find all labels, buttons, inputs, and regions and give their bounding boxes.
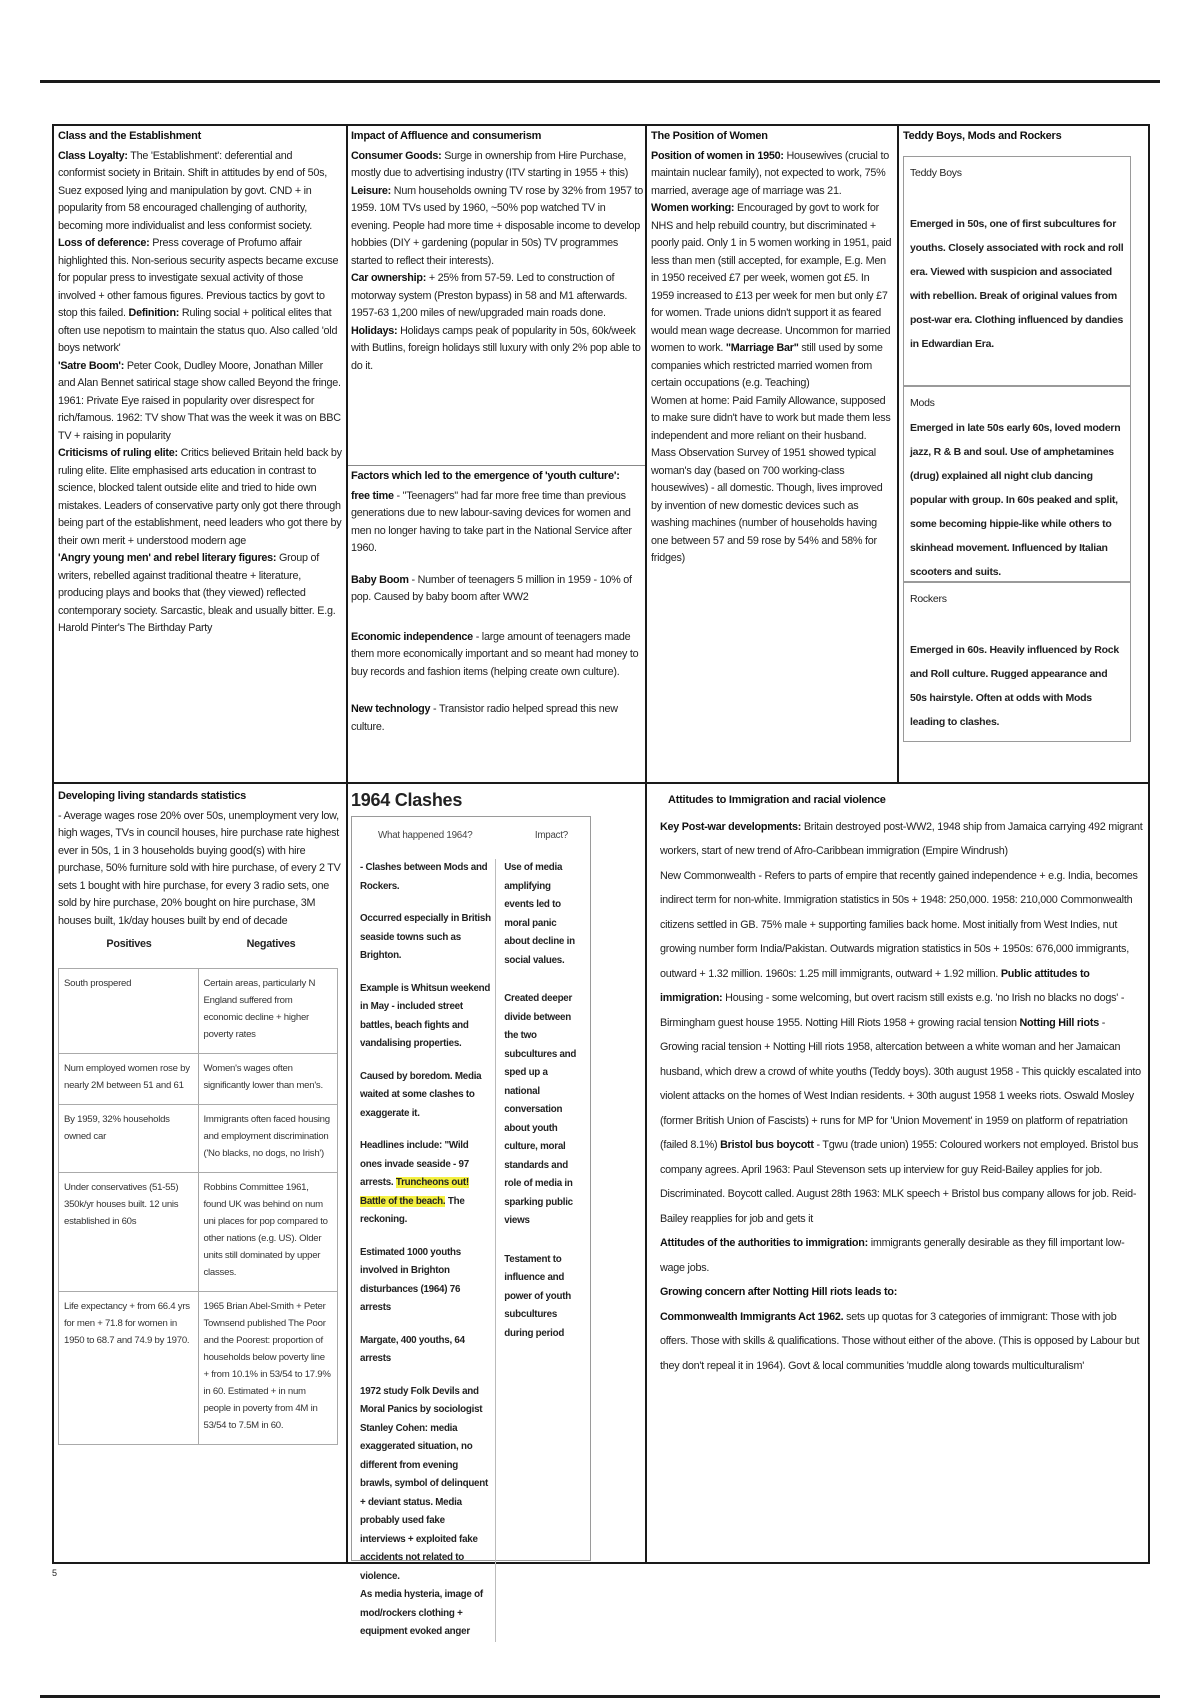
what-header: What happened 1964? — [378, 829, 473, 841]
immigration-section — [660, 788, 1144, 1560]
positives-header: Positives — [106, 938, 152, 950]
what-entry: 1972 study Folk Devils and Moral Panics by sociologist Stanley Cohen: media exaggerated situation, no different from evening brawls, symbol of delinquent + deviant status. Media probably used fake interviews + exploited fake accidents not related to violence. — [360, 1385, 488, 1582]
table-row — [59, 1291, 338, 1444]
paragraph: New Commonwealth - Refers to parts of empire that recently gained independence + e.g. India, becomes indirect term for non-white. Immigration statistics in 50s + 1948: 250,000. 1958: 210,000 Commonwealth citizens settled in GB. 75% male + supporting families back home. Most initially from West Indies, nut growing number form India/Pakistan. Outwards migration statistics in 50s + 1950s: 676,000 immigrants, outward + 1.32 million. 1960s: 1.25 mill immigrants, outward + 1.92 million. Public attitudes to immigration: Housing - some welcoming, but overt racism still exists e.g. 'no Irish no blacks no dogs' - Birmingham guest house 1955. Notting Hill Riots 1958 + growing racial tension Notting Hill riots - Growing racial tension + Notting Hill riots 1958, altercation between a white woman and her Jamaican husband, which drew a crowd of white youths (Teddy boys). 30th august 1958 - This quickly escalated into violent attacks on the homes of West Indian residents. + 30th august 1958 1 weeks riots. Oswald Mosley (former British Union of Fascists) + runs for MP for 'Union Movement' in 1959 on platform of repatriation (failed 8.1%) Bristol bus boycott - Tgwu (trade union) 1955: Coloured workers not employed. Bristol bus company agrees. April 1963: Paul Stevenson sets up interview for guy Reid-Bailey applies for job. Discriminated. Boycott called. August 28th 1963: MLK speech + Bristol bus company allows for job. Reid-Bailey reapplies for job and gets it — [660, 869, 1141, 1225]
affluence-youth-divider — [348, 465, 645, 466]
negative-cell: Immigrants often faced housing and employment discrimination ('No blacks, no dogs, no Irish') — [198, 1104, 338, 1172]
paragraph: Economic independence - large amount of teenagers made them more economically important and so meant had money to buy records and fashion items (helping create own culture). — [351, 630, 639, 678]
what-entry: Occurred especially in British seaside towns such as Brighton. — [360, 913, 491, 961]
women-section — [651, 128, 893, 780]
affluence-section — [351, 128, 643, 464]
page-number: 5 — [52, 1568, 58, 1578]
paragraph: Class Loyalty: The 'Establishment': deferential and conformist society in Britain. Shift in attitudes by end of 50s, Suez exposed lying and manipulation by govt. CND + in popularity from 58 encouraged challenging of authority, becoming more individualist and less conformist society. — [58, 149, 328, 232]
impact-entry: Created deeper divide between the two subcultures and sped up a national conversation about youth culture, moral standards and role of media in sparking public views — [504, 993, 577, 1226]
youth-culture-section — [351, 468, 643, 780]
what-entry: Example is Whitsun weekend in May - included street battles, beach fights and vandalising properties. — [360, 982, 491, 1049]
clashes-table — [351, 816, 591, 1637]
paragraph: free time - "Teenagers" had far more free time than previous generations due to new labour-saving devices for women and men no longer having to take part in the National Service after 1960. — [351, 489, 632, 554]
negative-cell: 1965 Brian Abel-Smith + Peter Townsend published The Poor and the Poorest: proportion of households below poverty line + from 10.1% in 53/54 to 17.9% in 60. Estimated + in num people in poverty from 4M in 53/54 to 7.5M in 60. — [198, 1291, 338, 1444]
grid-row-divider — [52, 782, 1150, 784]
impact-entry: Testament to influence and power of youth subcultures during period — [504, 1253, 571, 1339]
section-title: The Position of Women — [651, 130, 768, 142]
pos-neg-headers — [58, 936, 342, 954]
paragraph: Key Post-war developments: Britain destroyed post-WW2, 1948 ship from Jamaica carrying 492 migrant workers, start of new trend of Afro-Caribbean immigration (Empire Windrush) — [660, 820, 1143, 857]
negatives-header: Negatives — [246, 938, 296, 950]
top-rule — [40, 80, 1160, 83]
paragraph: Car ownership: + 25% from 57-59. Led to construction of motorway system (Preston bypass) in 58 and M1 afterwards. 1957-63 1,200 miles of new/upgraded main roads done. Holidays: Holidays camps peak of popularity in 50s, 60k/week with Butlins, foreign holidays still luxury with only 2% pop able to do it. — [351, 272, 641, 372]
box-title: Teddy Boys — [910, 166, 962, 179]
negative-cell: Women's wages often significantly lower than men's. — [198, 1053, 338, 1104]
paragraph: Growing concern after Notting Hill riots leads to: — [660, 1286, 898, 1298]
what-entry: - Clashes between Mods and Rockers. — [360, 862, 488, 892]
teddy-boys-box — [903, 156, 1131, 386]
table-row — [59, 1172, 338, 1291]
section-title: Attitudes to Immigration and racial violence — [668, 794, 886, 806]
living-standards-section — [58, 788, 342, 1560]
rockers-box — [903, 582, 1131, 742]
paragraph: Leisure: Num households owning TV rose by 32% from 1957 to 1959. 10M TVs used by 1960, ~50% pop watched TV in evening. People had more time + disposable income to develop hobbies (DIY + gardening (popular in 50s) TV programmes started to reflect their interests). — [351, 184, 643, 267]
mods-box — [903, 386, 1131, 582]
pos-neg-table — [58, 968, 338, 1445]
paragraph: Commonwealth Immigrants Act 1962. sets up quotas for 3 categories of immigrant: Those with job offers. Those with skills & qualifications. Those without either of the above. (This is opposed by Labour but they don't repeal it in 1964). Govt & local communities 'muddle along towards multiculturalism' — [660, 1310, 1140, 1372]
box-title: Mods — [910, 396, 935, 409]
highlighted-text: Truncheons out! — [395, 1177, 469, 1188]
clashes-body — [360, 859, 582, 1642]
what-entry: Estimated 1000 youths involved in Brighton disturbances (1964) 76 arrests — [360, 1246, 461, 1313]
paragraph: Women working: Encouraged by govt to work for NHS and help rebuild country, but discriminated + poorly paid. Only 1 in 5 women working in 1951, paid less than men (still accepted, for example, E.g. Men in 1950 received £7 per week, women got £5. In 1959 increased to £13 per week for men but only £7 for women. Trade unions didn't support it as feared would mean wage decrease. Uncommon for married women to work. "Marriage Bar" still used by some companies which restricted married women from certain occupations (e.g. Teaching) — [651, 202, 892, 389]
paragraph: New technology - Transistor radio helped spread this new culture. — [351, 703, 618, 733]
paragraph: Baby Boom - Number of teenagers 5 million in 1959 - 10% of pop. Caused by baby boom after WW2 — [351, 573, 632, 603]
paragraph: Criticisms of ruling elite: Critics believed Britain held back by ruling elite. Elite emphasised arts education in contrast to science, blocked talent outside elite and tried to hide own mistakes. Leaders of conservative party only got there through being part of the establishment, need leaders who got there by their own merit + understood modern age — [58, 447, 342, 547]
grid-col-divider-1 — [346, 124, 348, 1564]
positive-cell: By 1959, 32% households owned car — [59, 1104, 199, 1172]
paragraph: 'Satre Boom': Peter Cook, Dudley Moore, Jonathan Miller and Alan Bennet satirical stage show called Beyond the fringe. 1961: Private Eye raised in popularity over disrespect for rich/famous. 1962: TV show That was the week it was on BBC TV + raising in popularity — [58, 359, 341, 442]
grid-col-divider-3 — [897, 124, 899, 784]
impact-header: Impact? — [534, 829, 568, 841]
negative-cell: Certain areas, particularly N England suffered from economic decline + higher poverty rates — [198, 968, 338, 1053]
what-entry: Margate, 400 youths, 64 arrests — [360, 1334, 465, 1364]
section-title: 1964 Clashes — [351, 790, 463, 810]
paragraph: Attitudes of the authorities to immigration: immigrants generally desirable as they fill important low-wage jobs. — [660, 1237, 1125, 1274]
paragraph: - Average wages rose 20% over 50s, unemployment very low, high wages, TVs in council houses, hire purchase rate highest ever in 50s, 1 in 3 households buying good(s) with hire purchase, 50% furniture sold with hire purchase, of every 2 TV sets 1 bought with hire purchase, for every 3 radio sets, one sold by hire purchase, 20% bought on hire purchase, 3M houses built, 1k/day houses built by end of decade — [58, 809, 341, 927]
positive-cell: Num employed women rose by nearly 2M between 51 and 61 — [59, 1053, 199, 1104]
box-text: Emerged in 50s, one of first subcultures for youths. Closely associated with rock and roll era. Viewed with suspicion and associated with rebellion. Break of original values from post-war era. Clothing influenced by dandies in Edwardian Era. — [910, 218, 1124, 350]
paragraph: Women at home: Paid Family Allowance, supposed to make sure didn't have to work but made them less independent and more reliant on their husband. Mass Observation Survey of 1951 showed typical woman's day (based on 700 working-class housewives) - all domestic. Though, lives improved by invention of new domestic devices such as washing machines (number of households having one between 57 and 59 rose by 54% and 58% for fridges) — [651, 394, 891, 564]
what-entry: Caused by boredom. Media waited at some clashes to exaggerate it. — [360, 1070, 482, 1119]
subcultures-section — [903, 128, 1147, 780]
box-text: Emerged in 60s. Heavily influenced by Rock and Roll culture. Rugged appearance and 50s hairstyle. Often at odds with Mods leading to clashes. — [910, 644, 1119, 728]
paragraph: 'Angry young men' and rebel literary figures: Group of writers, rebelled against traditional theatre + literature, producing plays and books that (they viewed) reflected contemporary society. Sarcastic, bleak and usually bitter. E.g. Harold Pinter's The Birthday Party — [58, 552, 336, 634]
paragraph: Loss of deference: Press coverage of Profumo affair highlighted this. Non-serious security aspects became excuse for popular press to investigate sexual activity of those involved + other famous figures. Previous tactics by govt to stop this failed. Definition: Ruling social + political elites that often use nepotism to maintain the status quo. Also called 'old boys network' — [58, 237, 339, 354]
positive-cell: South prospered — [59, 968, 199, 1053]
paragraph: Position of women in 1950: Housewives (crucial to maintain nuclear family), not expected to work, 75% married, average age of marriage was 21. — [651, 149, 889, 197]
clashes-section — [351, 788, 643, 1637]
box-text: Emerged in late 50s early 60s, loved modern jazz, R & B and soul. Use of amphetamines (drug) explained all night club dancing popular with group. In 60s peaked and split, some becoming hippie-like while others to skinhead movement. Influenced by Italian scooters and suits. — [910, 422, 1121, 578]
positive-cell: Under conservatives (51-55) 350k/yr houses built. 12 unis established in 60s — [59, 1172, 199, 1291]
paragraph: Consumer Goods: Surge in ownership from Hire Purchase, mostly due to advertising industry (ITV starting in 1955 + this) — [351, 149, 629, 179]
table-row — [59, 968, 338, 1053]
impact-entry: Use of media amplifying events led to moral panic about decline in social values. — [504, 862, 575, 966]
class-establishment-section — [58, 128, 342, 780]
positive-cell: Life expectancy + from 66.4 yrs for men + 71.8 for women in 1950 to 68.7 and 74.9 by 1970. — [59, 1291, 199, 1444]
table-row — [59, 1053, 338, 1104]
grid-col-divider-2 — [645, 124, 647, 1564]
section-title: Developing living standards statistics — [58, 790, 246, 802]
section-title: Teddy Boys, Mods and Rockers — [903, 130, 1062, 142]
negative-cell: Robbins Committee 1961, found UK was behind on num uni places for pop compared to other nations (e.g. US). Older units still dominated by upper classes. — [198, 1172, 338, 1291]
table-row — [59, 1104, 338, 1172]
section-title: Factors which led to the emergence of 'youth culture': — [351, 470, 620, 482]
section-title: Impact of Affluence and consumerism — [351, 130, 542, 142]
what-entry: Headlines include: "Wild ones invade seaside - 97 arrests. Truncheons out! Battle of the beach. The reckoning. — [360, 1140, 469, 1225]
impact-column — [504, 859, 582, 1642]
clashes-header-row — [360, 827, 582, 846]
box-title: Rockers — [910, 592, 947, 605]
what-column — [360, 859, 496, 1642]
section-title: Class and the Establishment — [58, 130, 202, 142]
what-entry: As media hysteria, image of mod/rockers clothing + equipment evoked anger — [360, 1589, 483, 1637]
highlighted-text: Battle of the beach. — [360, 1195, 446, 1207]
bottom-rule — [40, 1695, 1160, 1698]
